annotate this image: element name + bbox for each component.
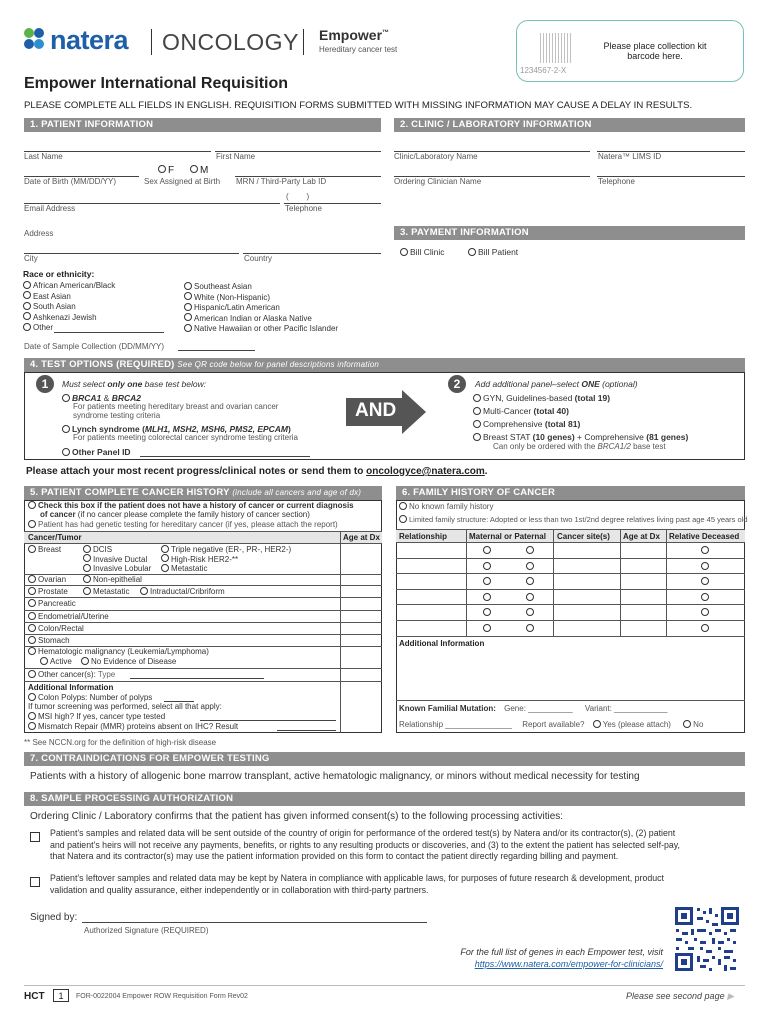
- qr-code-icon[interactable]: [673, 905, 741, 973]
- history-addl-label: Additional Information: [28, 683, 114, 692]
- stomach-option[interactable]: Stomach: [28, 636, 70, 645]
- race-radio[interactable]: [184, 313, 192, 321]
- step-2-badge: 2: [448, 375, 466, 393]
- section-auth-heading: 8. SAMPLE PROCESSING AUTHORIZATION: [24, 792, 745, 806]
- no-known-family-option[interactable]: No known family history: [399, 502, 493, 511]
- genetic-testing-radio[interactable]: [28, 520, 36, 528]
- breast-radio[interactable]: [28, 545, 36, 553]
- metastatic-radio[interactable]: [161, 564, 169, 572]
- family-row-radio[interactable]: [526, 577, 534, 585]
- prostate-option[interactable]: Prostate: [28, 587, 68, 596]
- colon-polyps-radio[interactable]: [28, 693, 36, 701]
- lynch-desc: For patients meeting colorectal cancer syndrome testing criteria: [73, 433, 298, 442]
- contra-text: Patients with a history of allogenic bone marrow transplant, active hematologic malignancy, or minors without medical necessity for testing: [30, 771, 640, 782]
- other-panel-radio[interactable]: [62, 448, 70, 456]
- dcis-option[interactable]: DCIS: [83, 545, 151, 555]
- family-row-radio[interactable]: [526, 562, 534, 570]
- consent-2-box[interactable]: [30, 877, 40, 887]
- family-addl-label: Additional Information: [399, 639, 485, 648]
- dob-field[interactable]: Date of Birth (MM/DD/YY): [24, 177, 117, 186]
- sex-f-radio[interactable]: F: [158, 165, 174, 176]
- intraductal-radio[interactable]: [140, 587, 148, 595]
- non-epithelial-option[interactable]: Non-epithelial: [83, 575, 142, 584]
- footer-page-number: 1: [53, 989, 69, 1002]
- mmr-option[interactable]: Mismatch Repair (MMR) proteins absent on IHC? Result: [28, 722, 238, 731]
- breast-subtypes-a: [83, 545, 151, 574]
- step-1-badge: 1: [36, 375, 54, 393]
- race-option[interactable]: Southeast Asian: [184, 282, 338, 293]
- race-option[interactable]: American Indian or Alaska Native: [184, 314, 338, 325]
- sex-label: Sex Assigned at Birth: [144, 177, 221, 186]
- family-row-radio[interactable]: [701, 562, 709, 570]
- bill-patient-radio-circle[interactable]: [468, 248, 476, 256]
- family-row-radio[interactable]: [701, 593, 709, 601]
- consent-1-box[interactable]: [30, 832, 40, 842]
- inv-ductal-option[interactable]: Invasive Ductal: [83, 555, 151, 565]
- race-radio[interactable]: [23, 281, 31, 289]
- fam-col-deceased: Relative Deceased: [669, 532, 740, 541]
- signed-by-label: Signed by:: [30, 912, 78, 923]
- inv-lobular-radio[interactable]: [83, 564, 91, 572]
- mutation-relationship-field[interactable]: Relationship _______________: [399, 720, 512, 729]
- report-no-radio[interactable]: [683, 720, 691, 728]
- prostate-metastatic-option[interactable]: Metastatic: [83, 587, 129, 596]
- product-subtitle: Hereditary cancer test: [319, 45, 398, 54]
- email-field[interactable]: Email Address: [24, 204, 76, 213]
- msi-option[interactable]: MSI high? If yes, cancer type tested: [28, 712, 165, 721]
- inv-lobular-option[interactable]: Invasive Lobular: [83, 564, 151, 574]
- footer-form-id: FOR-0022004 Empower ROW Requisition Form Rev02: [76, 993, 248, 1000]
- bill-patient-radio[interactable]: Bill Patient: [468, 247, 518, 257]
- phone-paren: ( ): [286, 192, 310, 201]
- familial-mutation-row: Known Familial Mutation: Gene: __________ Variant: ____________: [399, 704, 668, 713]
- section-history-heading: 5. PATIENT COMPLETE CANCER HISTORY (include all cancers and age of dx): [24, 486, 382, 500]
- race-label: Race or ethnicity:: [23, 269, 95, 279]
- limited-family-radio[interactable]: [399, 515, 407, 523]
- lynch-option[interactable]: Lynch syndrome (MLH1, MSH2, MSH6, PMS2, EPCAM): [62, 424, 291, 434]
- col-cancer-tumor: Cancer/Tumor: [28, 533, 82, 542]
- other-panel-option[interactable]: Other Panel ID: [62, 447, 131, 457]
- natera-logo: [22, 26, 46, 52]
- race-radio[interactable]: [184, 282, 192, 290]
- family-row-radio[interactable]: [526, 608, 534, 616]
- clinic-name-field[interactable]: Clinic/Laboratory Name: [394, 152, 478, 161]
- brca-option[interactable]: BRCA1 & BRCA2: [62, 393, 141, 403]
- colon-option[interactable]: Colon/Rectal: [28, 624, 84, 633]
- family-row-radio[interactable]: [701, 546, 709, 554]
- high-risk-option[interactable]: High-Risk HER2-**: [161, 555, 291, 565]
- family-row-radio[interactable]: [483, 608, 491, 616]
- consent-1-text: Patient’s samples and related data will be sent outside of the country of origin for performance of the ordered test(s) by Natera and/or its contractor(s), (2) patient and patient’s heirs will not receive any payments, benefits, or rights to any resulting products or discoveries, and (3) to the extent the patient has selected self-pay, that Natera and its contractor(s) may use the patient information provided on this form to contact the patient directly regarding billing and payment.: [50, 828, 680, 861]
- section-payment-heading: 3. PAYMENT INFORMATION: [394, 226, 745, 240]
- must-select-text: Must select only one base test below:: [62, 379, 207, 389]
- genetic-testing-option[interactable]: Patient has had genetic testing for hereditary cancer (if yes, please attach the report): [28, 520, 338, 529]
- comprehensive-radio[interactable]: [473, 420, 481, 428]
- inv-ductal-radio[interactable]: [83, 554, 91, 562]
- heme-active-radio[interactable]: [40, 657, 48, 665]
- section-tests-heading: 4. TEST OPTIONS (REQUIRED) See QR code below for panel descriptions information: [24, 358, 745, 372]
- genes-info: For the full list of genes in each Empower test, visit https://www.natera.com/empower-for-clinicians/: [430, 946, 663, 970]
- report-yes-option[interactable]: Yes (please attach): [593, 720, 671, 729]
- auth-intro: Ordering Clinic / Laboratory confirms that the patient has given informed consent(s) to the following processing activities:: [30, 811, 564, 822]
- race-option[interactable]: East Asian: [23, 292, 115, 303]
- division-name: ONCOLOGY: [162, 29, 299, 55]
- race-radio[interactable]: [23, 291, 31, 299]
- footer-code: HCT: [24, 991, 45, 1002]
- triangle-right-icon: ▶: [727, 991, 735, 1001]
- pancreatic-radio[interactable]: [28, 599, 36, 607]
- multi-cancer-radio[interactable]: [473, 407, 481, 415]
- gene-field[interactable]: Gene: __________: [504, 704, 573, 713]
- colon-polyps-option[interactable]: Colon Polyps: Number of polyps: [28, 693, 152, 702]
- triple-neg-option[interactable]: Triple negative (ER-, PR-, HER2-): [161, 545, 291, 555]
- sex-m-radio-circle[interactable]: [190, 165, 198, 173]
- high-risk-radio[interactable]: [161, 554, 169, 562]
- ovarian-radio[interactable]: [28, 575, 36, 583]
- heme-active-option[interactable]: Active: [40, 657, 72, 666]
- heme-option[interactable]: Hematologic malignancy (Leukemia/Lymphoma): [28, 647, 209, 656]
- gyn-option[interactable]: GYN, Guidelines-based (total 19): [473, 393, 610, 403]
- telephone-field[interactable]: Telephone: [285, 204, 322, 213]
- no-history-check[interactable]: Check this box if the patient does not have a history of cancer or current diagnosis of cancer (if no cancer please complete the family history of cancer section): [28, 501, 354, 519]
- barcode-note: Please place collection kit barcode here.: [603, 41, 707, 61]
- breast-subtypes-b: [161, 545, 291, 574]
- race-right-list: [184, 282, 338, 335]
- no-known-family-radio[interactable]: [399, 502, 407, 510]
- signature-caption: Authorized Signature (REQUIRED): [84, 926, 209, 935]
- sex-m-radio[interactable]: M: [190, 165, 208, 176]
- race-option[interactable]: African American/Black: [23, 281, 115, 292]
- report-yes-radio[interactable]: [593, 720, 601, 728]
- bill-clinic-radio[interactable]: Bill Clinic: [400, 247, 444, 257]
- page-title: Empower International Requisition: [24, 75, 289, 92]
- non-epithelial-radio[interactable]: [83, 575, 91, 583]
- attach-email-link[interactable]: oncologyce@natera.com: [366, 466, 485, 477]
- brand-name: natera: [50, 25, 129, 55]
- race-radio[interactable]: [184, 303, 192, 311]
- fam-col-site: Cancer site(s): [557, 532, 610, 541]
- screening-note: If tumor screening was performed, select all that apply:: [28, 702, 222, 711]
- first-name-field[interactable]: First Name: [216, 152, 256, 161]
- consent-1-checkbox[interactable]: [30, 828, 40, 846]
- comprehensive-option[interactable]: Comprehensive (total 81): [473, 419, 580, 429]
- brca-desc: For patients meeting hereditary breast and ovarian cancer syndrome testing criteria: [73, 402, 279, 420]
- sex-f-radio-circle[interactable]: [158, 165, 166, 173]
- race-option[interactable]: Other: [23, 323, 115, 334]
- clinician-field[interactable]: Ordering Clinician Name: [394, 177, 482, 186]
- section-patient-heading: 1. PATIENT INFORMATION: [24, 118, 381, 132]
- report-no-option[interactable]: No: [683, 720, 703, 729]
- footer-next-page: Please see second page ▶: [626, 991, 735, 1001]
- last-name-field[interactable]: Last Name: [24, 152, 63, 161]
- ovarian-option[interactable]: Ovarian: [28, 575, 66, 584]
- other-cancer-option[interactable]: Other cancer(s): Type: [28, 670, 115, 679]
- variant-field[interactable]: Variant: ____________: [584, 704, 668, 713]
- breast-option[interactable]: Breast: [28, 545, 61, 554]
- col-age-dx: Age at Dx: [343, 533, 380, 542]
- fam-col-age: Age at Dx: [623, 532, 660, 541]
- heme-ned-radio[interactable]: [81, 657, 89, 665]
- race-radio[interactable]: [23, 302, 31, 310]
- city-field[interactable]: City: [24, 254, 38, 263]
- race-radio[interactable]: [184, 292, 192, 300]
- clinic-telephone-field[interactable]: Telephone: [598, 177, 635, 186]
- natera-logo-icon: [22, 26, 46, 52]
- genes-url-link[interactable]: https://www.natera.com/empower-for-clinicians/: [474, 959, 663, 969]
- other-cancer-radio[interactable]: [28, 670, 36, 678]
- family-row-radio[interactable]: [526, 546, 534, 554]
- race-radio[interactable]: [23, 312, 31, 320]
- lims-id-field[interactable]: Natera™ LIMS ID: [598, 152, 662, 161]
- country-field[interactable]: Country: [244, 254, 273, 263]
- lynch-radio[interactable]: [62, 425, 70, 433]
- metastatic-option[interactable]: Metastatic: [161, 564, 291, 574]
- limited-family-option[interactable]: Limited family structure: Adopted or less than two 1st/2nd degree relatives living past age 45 years old: [399, 515, 748, 524]
- prostate-metastatic-radio[interactable]: [83, 587, 91, 595]
- family-row-radio[interactable]: [701, 608, 709, 616]
- race-option[interactable]: Hispanic/Latin American: [184, 303, 338, 314]
- bill-clinic-radio-circle[interactable]: [400, 248, 408, 256]
- brca-radio[interactable]: [62, 394, 70, 402]
- and-label: AND: [355, 400, 397, 421]
- family-row-radio[interactable]: [526, 624, 534, 632]
- consent-2-checkbox[interactable]: [30, 873, 40, 891]
- heme-radio[interactable]: [28, 647, 36, 655]
- heme-ned-option[interactable]: No Evidence of Disease: [81, 657, 176, 666]
- race-option[interactable]: Ashkenazi Jewish: [23, 313, 115, 324]
- family-row-radio[interactable]: [483, 593, 491, 601]
- breast-stat-radio[interactable]: [473, 433, 481, 441]
- no-history-radio[interactable]: [28, 501, 36, 509]
- multi-cancer-option[interactable]: Multi-Cancer (total 40): [473, 406, 569, 416]
- endometrial-option[interactable]: Endometrial/Uterine: [28, 612, 109, 621]
- section-clinic-heading: 2. CLINIC / LABORATORY INFORMATION: [394, 118, 745, 132]
- triple-neg-radio[interactable]: [161, 545, 169, 553]
- signature-line[interactable]: [82, 922, 427, 923]
- mrn-field[interactable]: MRN / Third-Party Lab ID: [236, 177, 327, 186]
- sample-date-field[interactable]: Date of Sample Collection (DD/MM/YY): [24, 342, 165, 351]
- race-option[interactable]: White (Non-Hispanic): [184, 293, 338, 304]
- stomach-radio[interactable]: [28, 636, 36, 644]
- address-field[interactable]: Address: [24, 229, 54, 238]
- pancreatic-option[interactable]: Pancreatic: [28, 599, 76, 608]
- product-name: Empower™: [319, 27, 390, 43]
- colon-radio[interactable]: [28, 624, 36, 632]
- instructions: PLEASE COMPLETE ALL FIELDS IN ENGLISH. REQUISITION FORMS SUBMITTED WITH MISSING INFORMATION MAY CAUSE A DELAY IN RESULTS.: [24, 100, 693, 111]
- nccn-footnote: ** See NCCN.org for the definition of high-risk disease: [24, 738, 217, 747]
- race-radio[interactable]: [23, 323, 31, 331]
- add-panel-text: Add additional panel–select ONE (optional): [475, 379, 638, 389]
- race-radio[interactable]: [184, 324, 192, 332]
- barcode-icon: [540, 33, 572, 63]
- mutation-relationship-row: Relationship _______________ Report available? Yes (please attach) No: [399, 720, 704, 729]
- prostate-radio[interactable]: [28, 587, 36, 595]
- family-row-radio[interactable]: [483, 577, 491, 585]
- race-option[interactable]: South Asian: [23, 302, 115, 313]
- fam-col-relationship: Relationship: [399, 532, 448, 541]
- family-row-radio[interactable]: [483, 546, 491, 554]
- section-contra-heading: 7. CONTRAINDICATIONS FOR EMPOWER TESTING: [24, 752, 745, 766]
- family-row-radio[interactable]: [483, 624, 491, 632]
- dcis-radio[interactable]: [83, 545, 91, 553]
- family-row-radio[interactable]: [701, 577, 709, 585]
- race-left-list: [23, 281, 115, 334]
- section-family-heading: 6. FAMILY HISTORY OF CANCER: [396, 486, 745, 500]
- mmr-radio[interactable]: [28, 722, 36, 730]
- gyn-radio[interactable]: [473, 394, 481, 402]
- breast-stat-note: Can only be ordered with the BRCA1/2 base test: [493, 442, 666, 451]
- race-option[interactable]: Native Hawaiian or other Pacific Islander: [184, 324, 338, 335]
- breast-stat-option[interactable]: Breast STAT (10 genes) + Comprehensive (81 genes): [473, 432, 688, 442]
- intraductal-option[interactable]: Intraductal/Cribriform: [140, 587, 225, 596]
- barcode-number: 1234567-2-X: [520, 66, 567, 75]
- consent-2-text: Patient’s leftover samples and related data may be kept by Natera in compliance with applicable laws, for purposes of future research & development, product validation and quality assurance, either independently or in collaboration with third-party partners.: [50, 873, 664, 895]
- family-row-radio[interactable]: [701, 624, 709, 632]
- msi-radio[interactable]: [28, 712, 36, 720]
- attach-notes-text: Please attach your most recent progress/clinical notes or send them to oncologyce@natera.com.: [26, 466, 488, 477]
- family-row-radio[interactable]: [526, 593, 534, 601]
- fam-col-side: Maternal or Paternal: [469, 532, 546, 541]
- family-row-radio[interactable]: [483, 562, 491, 570]
- endometrial-radio[interactable]: [28, 612, 36, 620]
